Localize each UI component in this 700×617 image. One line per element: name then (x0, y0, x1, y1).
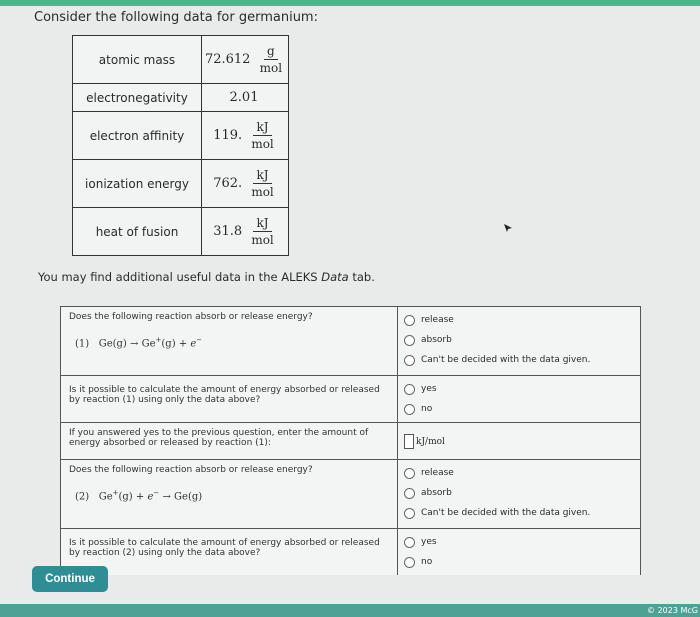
unit-fraction: $\frac{kJ}{\text{mol}}$ (251, 216, 274, 247)
property-value: 762. $\frac{kJ}{\text{mol}}$ (202, 160, 289, 208)
radio-button[interactable] (404, 404, 415, 415)
radio-option-yes[interactable]: yes (404, 532, 634, 552)
table-row (73, 84, 289, 112)
radio-button[interactable] (404, 355, 415, 366)
property-value: 72.612 $\frac{g}{\text{mol}}$ (202, 36, 289, 84)
question-cell (61, 376, 398, 423)
table-row (61, 307, 641, 376)
copyright-text: © 2023 McG (647, 606, 698, 615)
question-text: Is it possible to calculate the amount of energy absorbed or released by reaction (1) using only the data above? (69, 385, 380, 405)
radio-option-release[interactable]: release (404, 463, 634, 483)
question-text: If you answered yes to the previous question, enter the amount of energy absorbed or released by reaction (1): (69, 428, 369, 448)
radio-button[interactable] (404, 384, 415, 395)
table-row (73, 36, 289, 84)
top-accent-bar (0, 0, 700, 6)
question-text: Is it possible to calculate the amount of energy absorbed or released by reaction (2) using only the data above? (69, 538, 380, 558)
unit-fraction: $\frac{g}{\text{mol}}$ (259, 44, 283, 75)
table-row (61, 423, 641, 460)
answer-cell (398, 423, 641, 460)
answer-cell (398, 307, 641, 376)
radio-option-no[interactable]: no (404, 399, 634, 419)
radio-button[interactable] (404, 335, 415, 346)
property-value: 2.01 (202, 84, 289, 112)
question-cell (61, 307, 398, 376)
table-row (61, 460, 641, 529)
unit-fraction: $\frac{kJ}{\text{mol}}$ (251, 120, 274, 151)
radio-option-absorb[interactable]: absorb (404, 330, 634, 350)
question-text: Does the following reaction absorb or release energy? (69, 312, 313, 322)
table-row (73, 112, 289, 160)
radio-button[interactable] (404, 488, 415, 499)
property-name: atomic mass (73, 36, 202, 84)
footer-bar (0, 604, 700, 617)
radio-option-release[interactable]: release (404, 310, 634, 330)
property-name: ionization energy (73, 160, 202, 208)
table-row (73, 160, 289, 208)
radio-option-yes[interactable]: yes (404, 379, 634, 399)
property-value: 31.8 $\frac{kJ}{\text{mol}}$ (202, 208, 289, 256)
problem-heading: Consider the following data for germanium: (34, 10, 318, 25)
mouse-cursor-icon (503, 223, 513, 233)
reaction-equation: (2) Ge+(g) + e− → Ge(g) (75, 489, 203, 503)
answer-cell (398, 376, 641, 423)
germanium-data-table (72, 35, 289, 256)
unit-label: kJ/mol (416, 436, 445, 447)
radio-button[interactable] (404, 315, 415, 326)
continue-button[interactable]: Continue (32, 566, 108, 592)
radio-button[interactable] (404, 537, 415, 548)
question-cell (61, 423, 398, 460)
answer-cell (398, 529, 641, 576)
radio-button[interactable] (404, 468, 415, 479)
question-text: Does the following reaction absorb or release energy? (69, 465, 313, 475)
answer-cell (398, 460, 641, 529)
radio-option-absorb[interactable]: absorb (404, 483, 634, 503)
radio-option-cant-decide[interactable]: Can't be decided with the data given. (404, 350, 634, 370)
table-row (73, 208, 289, 256)
table-row (61, 376, 641, 423)
radio-button[interactable] (404, 508, 415, 519)
property-value: 119. $\frac{kJ}{\text{mol}}$ (202, 112, 289, 160)
aleks-data-note: You may find additional useful data in the ALEKS Data tab. (38, 270, 375, 284)
radio-option-cant-decide[interactable]: Can't be decided with the data given. (404, 503, 634, 523)
data-tab-link[interactable]: Data (321, 270, 349, 284)
property-name: electronegativity (73, 84, 202, 112)
question-cell (61, 460, 398, 529)
unit-fraction: $\frac{kJ}{\text{mol}}$ (251, 168, 274, 199)
table-row (61, 529, 641, 576)
energy-entry (404, 434, 634, 449)
property-name: heat of fusion (73, 208, 202, 256)
property-name: electron affinity (73, 112, 202, 160)
question-table (60, 306, 641, 575)
question-cell (61, 529, 398, 576)
energy-input[interactable] (404, 434, 414, 449)
reaction-equation: (1) Ge(g) → Ge+(g) + e− (75, 336, 203, 350)
radio-button[interactable] (404, 557, 415, 568)
radio-option-no[interactable]: no (404, 552, 634, 572)
